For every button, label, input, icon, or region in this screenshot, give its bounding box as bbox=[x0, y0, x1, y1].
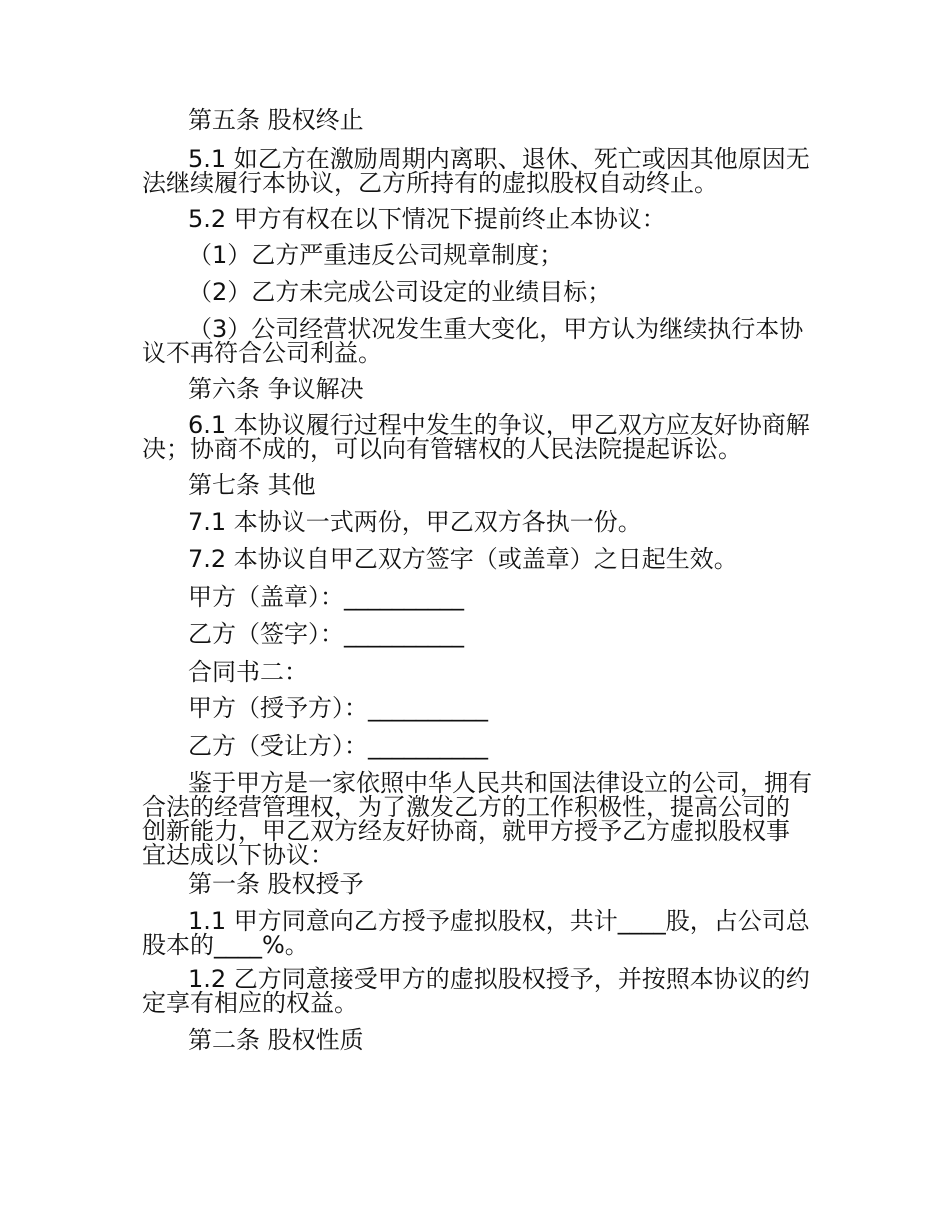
paragraph-text: 5.2 甲方有权在以下情况下提前终止本协议： bbox=[188, 205, 666, 233]
paragraph-text: 7.1 本协议一式两份，甲乙双方各执一份。 bbox=[188, 508, 642, 536]
paragraph-text: 5.1 如乙方在激励周期内离职、退休、死亡或因其他原因无法继续履行本协议，乙方所持有的虚拟股权自动终止。 bbox=[142, 145, 810, 197]
paragraph-text: 第二条 股权性质 bbox=[188, 1026, 364, 1054]
section-heading-5 bbox=[142, 108, 812, 132]
party-a-seal-line bbox=[142, 585, 812, 609]
party-b-sign-line bbox=[142, 622, 812, 646]
paragraph-text: 7.2 本协议自甲乙双方签字（或盖章）之日起生效。 bbox=[188, 545, 738, 573]
clause-1-2 bbox=[142, 967, 812, 1015]
clause-5-1 bbox=[142, 147, 812, 195]
paragraph-text: 乙方（受让方）：__________ bbox=[188, 732, 488, 760]
paragraph-text: 1.2 乙方同意接受甲方的虚拟股权授予，并按照本协议的约定享有相应的权益。 bbox=[142, 965, 810, 1017]
paragraph-text: 6.1 本协议履行过程中发生的争议，甲乙双方应友好协商解决；协商不成的，可以向有管辖权的人民法院提起诉讼。 bbox=[142, 411, 810, 463]
clause-7-2 bbox=[142, 547, 812, 571]
paragraph-text: （1）乙方严重违反公司规章制度； bbox=[188, 241, 564, 269]
clause-5-2-item-3 bbox=[142, 317, 812, 365]
paragraph-text: 甲方（盖章）：__________ bbox=[188, 583, 464, 611]
paragraph-text: 第七条 其他 bbox=[188, 471, 316, 499]
paragraph-text: 甲方（授予方）：__________ bbox=[188, 694, 488, 722]
clause-6-1 bbox=[142, 413, 812, 461]
party-a-grantor-line bbox=[142, 696, 812, 720]
paragraph-text: 第五条 股权终止 bbox=[188, 106, 364, 134]
clause-7-1 bbox=[142, 510, 812, 534]
paragraph-text: 1.1 甲方同意向乙方授予虚拟股权，共计____股，占公司总股本的____%。 bbox=[142, 907, 810, 959]
paragraph-text: 合同书二： bbox=[188, 658, 308, 686]
section-heading-6 bbox=[142, 377, 812, 401]
section-heading-2 bbox=[142, 1028, 812, 1052]
clause-5-2 bbox=[142, 207, 812, 231]
paragraph-text: 第一条 股权授予 bbox=[188, 870, 364, 898]
paragraph-text: （2）乙方未完成公司设定的业绩目标； bbox=[188, 278, 612, 306]
section-heading-1 bbox=[142, 872, 812, 896]
paragraph-text: 乙方（签字）：__________ bbox=[188, 620, 464, 648]
party-b-grantee-line bbox=[142, 734, 812, 758]
contract-two-heading bbox=[142, 660, 812, 684]
clause-1-1 bbox=[142, 909, 812, 957]
paragraph-text: 第六条 争议解决 bbox=[188, 375, 364, 403]
section-heading-7 bbox=[142, 473, 812, 497]
preamble-paragraph bbox=[142, 771, 812, 867]
paragraph-text: （3）公司经营状况发生重大变化，甲方认为继续执行本协议不再符合公司利益。 bbox=[142, 315, 804, 367]
clause-5-2-item-1 bbox=[142, 243, 812, 267]
clause-5-2-item-2 bbox=[142, 280, 812, 304]
paragraph-text: 鉴于甲方是一家依照中华人民共和国法律设立的公司，拥有合法的经营管理权，为了激发乙方的工作积极性，提高公司的创新能力，甲乙双方经友好协商，就甲方授予乙方虚拟股权事宜达成以下协议： bbox=[142, 769, 812, 869]
